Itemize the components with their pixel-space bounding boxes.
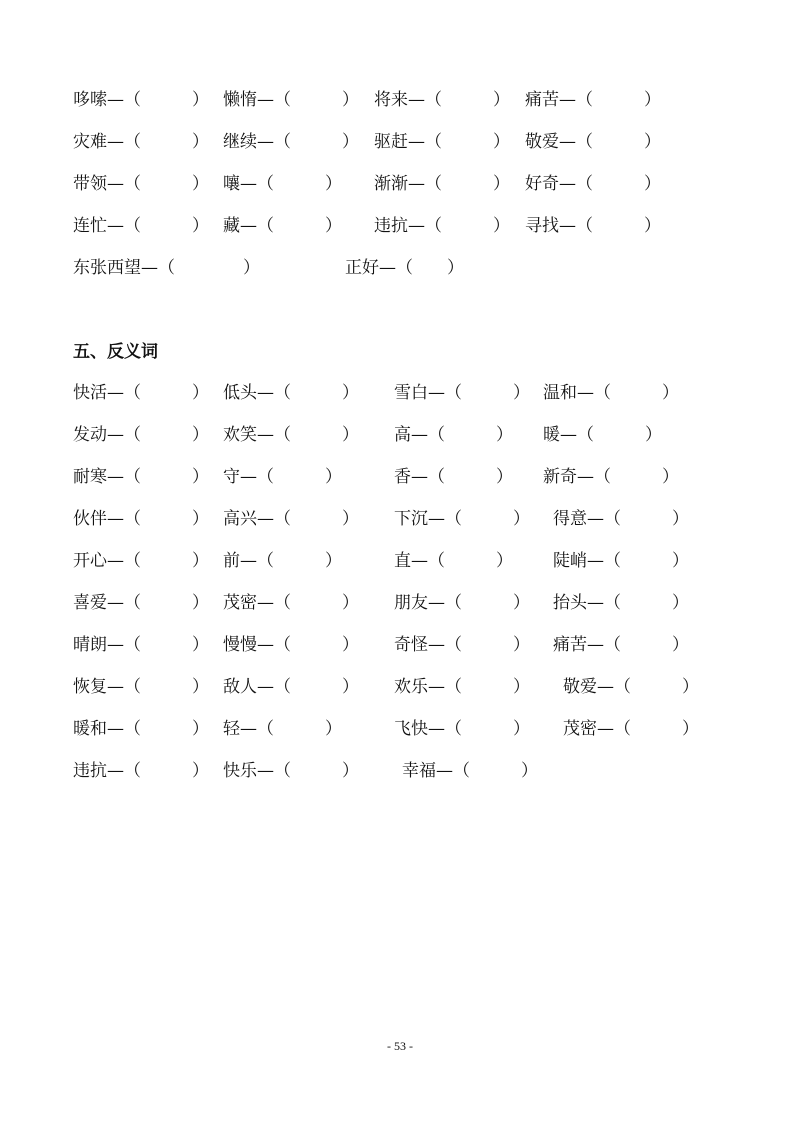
synonym-item: 痛苦—（ ） bbox=[525, 90, 661, 110]
synonym-row bbox=[0, 211, 800, 241]
antonym-item: 开心—（ ） bbox=[73, 551, 209, 571]
antonym-item: 抬头—（ ） bbox=[553, 593, 689, 613]
antonym-row bbox=[0, 714, 800, 744]
antonym-item: 痛苦—（ ） bbox=[553, 635, 689, 655]
antonym-row bbox=[0, 588, 800, 618]
synonym-item: 驱赶—（ ） bbox=[374, 132, 510, 152]
antonym-item: 新奇—（ ） bbox=[543, 467, 679, 487]
synonym-item: 将来—（ ） bbox=[374, 90, 510, 110]
antonym-item: 敌人—（ ） bbox=[223, 677, 359, 697]
antonym-item: 晴朗—（ ） bbox=[73, 635, 209, 655]
antonym-item: 茂密—（ ） bbox=[223, 593, 359, 613]
antonym-item: 香—（ ） bbox=[394, 467, 513, 487]
antonym-item: 奇怪—（ ） bbox=[394, 635, 530, 655]
synonym-item: 灾难—（ ） bbox=[73, 132, 209, 152]
antonym-item: 快乐—（ ） bbox=[223, 761, 359, 781]
antonym-row bbox=[0, 462, 800, 492]
synonym-item: 违抗—（ ） bbox=[374, 216, 510, 236]
synonym-item: 懒惰—（ ） bbox=[223, 90, 359, 110]
synonym-row bbox=[0, 85, 800, 115]
antonym-item: 幸福—（ ） bbox=[402, 761, 538, 781]
antonym-item: 茂密—（ ） bbox=[563, 719, 699, 739]
synonym-item: 嚷—（ ） bbox=[223, 174, 342, 194]
synonym-item: 继续—（ ） bbox=[223, 132, 359, 152]
synonym-item: 哆嗦—（ ） bbox=[73, 90, 209, 110]
synonym-row bbox=[0, 169, 800, 199]
antonym-item: 陡峭—（ ） bbox=[553, 551, 689, 571]
antonym-item: 违抗—（ ） bbox=[73, 761, 209, 781]
antonym-item: 得意—（ ） bbox=[553, 509, 689, 529]
antonym-row bbox=[0, 504, 800, 534]
section-heading-antonyms: 五、反义词 bbox=[73, 342, 158, 362]
antonym-item: 温和—（ ） bbox=[543, 383, 679, 403]
synonym-item: 带领—（ ） bbox=[73, 174, 209, 194]
antonym-row bbox=[0, 420, 800, 450]
antonym-item: 高—（ ） bbox=[394, 425, 513, 445]
antonym-item: 慢慢—（ ） bbox=[223, 635, 359, 655]
antonym-item: 直—（ ） bbox=[394, 551, 513, 571]
page-number: - 53 - bbox=[387, 1039, 413, 1053]
antonym-item: 前—（ ） bbox=[223, 551, 342, 571]
synonym-item: 渐渐—（ ） bbox=[374, 174, 510, 194]
antonym-item: 暖—（ ） bbox=[543, 425, 662, 445]
antonym-item: 守—（ ） bbox=[223, 467, 342, 487]
antonym-row bbox=[0, 378, 800, 408]
antonym-row bbox=[0, 756, 800, 786]
antonym-item: 轻—（ ） bbox=[223, 719, 342, 739]
synonym-item: 连忙—（ ） bbox=[73, 216, 209, 236]
antonym-item: 伙伴—（ ） bbox=[73, 509, 209, 529]
synonym-row bbox=[0, 127, 800, 157]
synonym-item: 好奇—（ ） bbox=[525, 174, 661, 194]
antonym-item: 耐寒—（ ） bbox=[73, 467, 209, 487]
antonym-item: 欢笑—（ ） bbox=[223, 425, 359, 445]
antonym-item: 朋友—（ ） bbox=[394, 593, 530, 613]
antonym-item: 飞快—（ ） bbox=[394, 719, 530, 739]
antonym-item: 快活—（ ） bbox=[73, 383, 209, 403]
synonym-item: 藏—（ ） bbox=[223, 216, 342, 236]
antonym-item: 发动—（ ） bbox=[73, 425, 209, 445]
antonym-row bbox=[0, 546, 800, 576]
antonym-item: 喜爱—（ ） bbox=[73, 593, 209, 613]
synonym-item: 东张西望—（ ） bbox=[73, 258, 260, 278]
antonym-item: 暖和—（ ） bbox=[73, 719, 209, 739]
synonym-item: 寻找—（ ） bbox=[525, 216, 661, 236]
antonym-item: 低头—（ ） bbox=[223, 383, 359, 403]
antonym-item: 敬爱—（ ） bbox=[563, 677, 699, 697]
antonym-item: 恢复—（ ） bbox=[73, 677, 209, 697]
synonym-item: 敬爱—（ ） bbox=[525, 132, 661, 152]
synonym-item: 正好—（ ） bbox=[345, 258, 464, 278]
antonym-item: 雪白—（ ） bbox=[394, 383, 530, 403]
antonym-item: 高兴—（ ） bbox=[223, 509, 359, 529]
synonym-row bbox=[0, 253, 800, 283]
antonym-item: 下沉—（ ） bbox=[394, 509, 530, 529]
antonym-item: 欢乐—（ ） bbox=[394, 677, 530, 697]
antonym-row bbox=[0, 672, 800, 702]
antonym-row bbox=[0, 630, 800, 660]
